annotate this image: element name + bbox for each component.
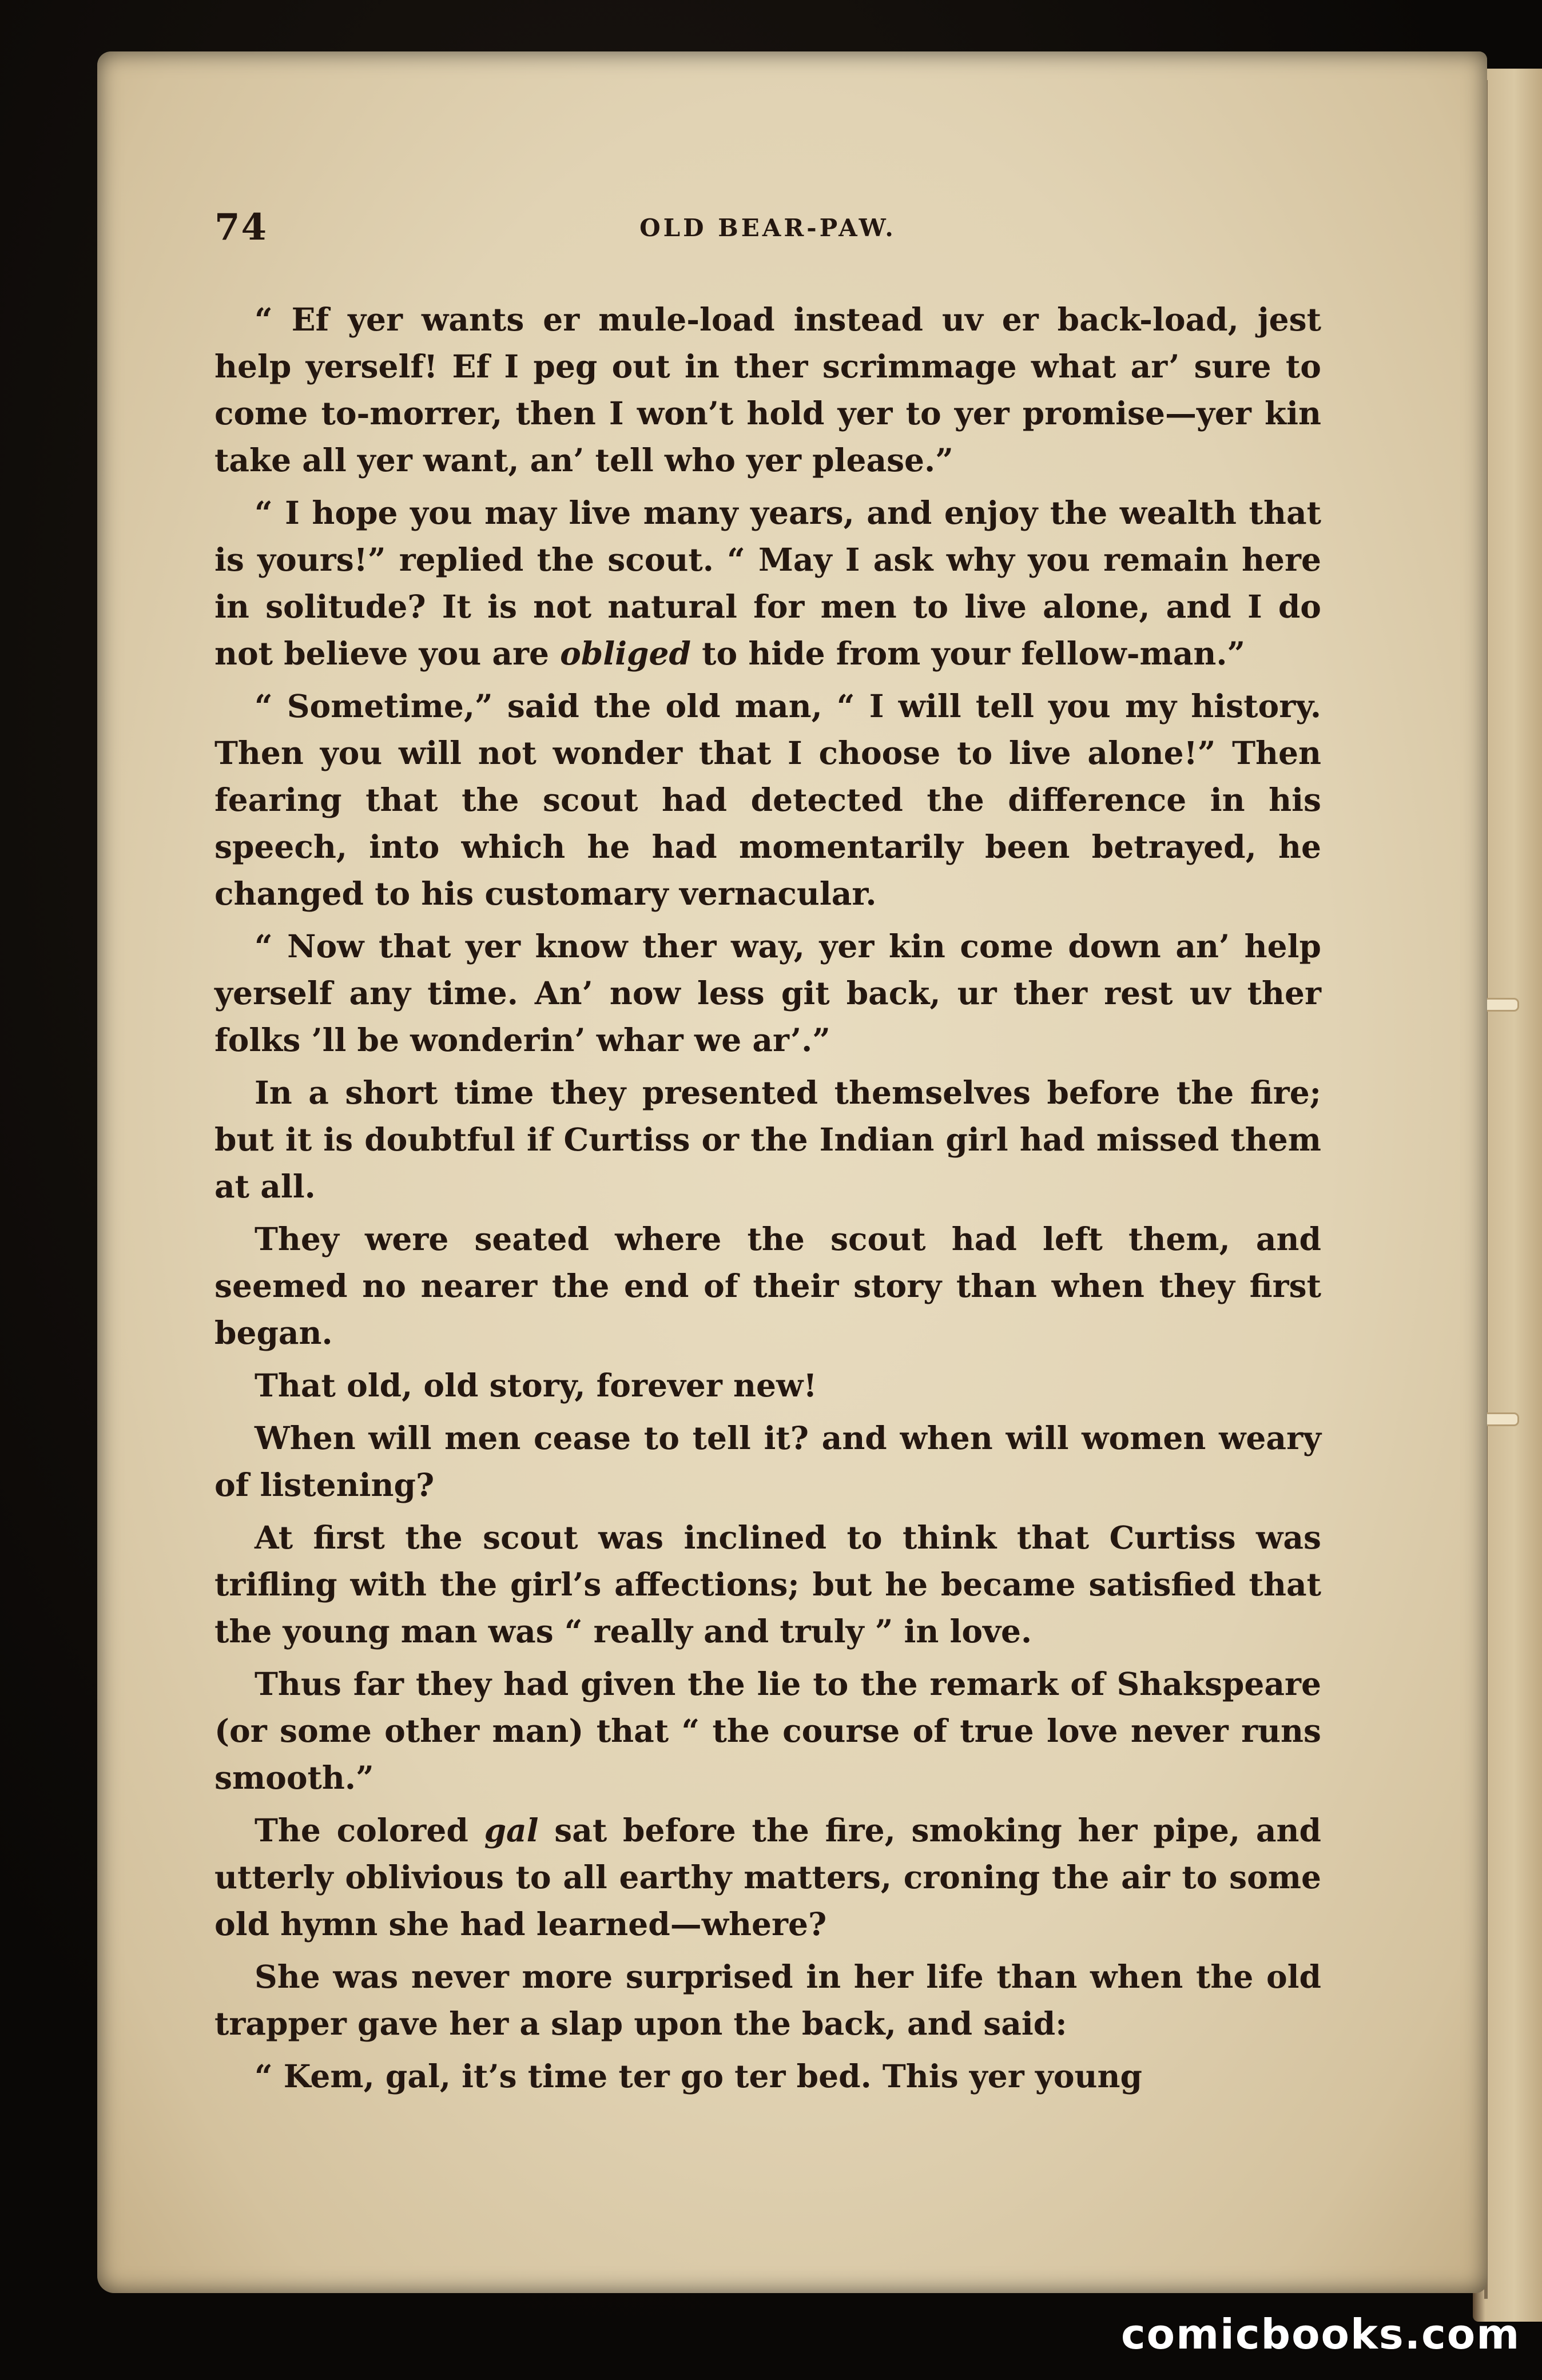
body-text [214, 296, 1321, 2100]
watermark: comicbooks.com [1121, 2310, 1521, 2358]
paragraph: At first the scout was inclined to think that Curtiss was trifling with the girl’s affections; but he became satisfied that the young man was “ really and truly ” in love. [214, 1519, 1321, 1650]
emphasized-word: obliged [560, 635, 691, 672]
paragraph: “ Now that yer know ther way, yer kin come down an’ help yerself any time. An’ now less git back, ur ther rest uv ther folks ’ll be wonderin’ whar we ar’.” [214, 928, 1321, 1058]
paragraph-text: to hide from your fellow-man.” [690, 635, 1246, 672]
page-content [214, 206, 1321, 2100]
paragraph: In a short time they presented themselves before the fire; but it is doubtful if Curtiss or the Indian girl had missed them at all. [214, 1074, 1321, 1205]
paragraph: That old, old story, forever new! [255, 1367, 817, 1404]
paragraph-text: The colored [255, 1812, 484, 1849]
paragraph [214, 489, 1321, 677]
paragraph: “ Sometime,” said the old man, “ I will tell you my history. Then you will not wonder that I choose to live alone!” Then fearing that the scout had detected the difference in his speech, into which he had momentarily been betrayed, he changed to his customary vernacular. [214, 687, 1321, 912]
paragraph-text: sat before the fire, smoking her pipe, and utterly oblivious to all earthy matters, croning the air to some old hymn she had learned—where? [214, 1812, 1321, 1943]
book-page [97, 51, 1487, 2293]
emphasized-word: gal [484, 1812, 539, 1849]
paragraph: They were seated where the scout had left them, and seemed no nearer the end of their story than when they first began. [214, 1220, 1321, 1351]
page-number: 74 [214, 206, 268, 249]
paragraph: “ Ef yer wants er mule-load instead uv er back-load, jest help yerself! Ef I peg out in ther scrimmage what ar’ sure to come to-morrer, then I won’t hold yer to yer promise—yer kin take all yer want, an’ tell who yer please.” [214, 301, 1321, 479]
paragraph [214, 1807, 1321, 1948]
paragraph: When will men cease to tell it? and when will women weary of listening? [214, 1419, 1321, 1503]
paragraph: “ Kem, gal, it’s time ter go ter bed. This yer young [255, 2057, 1142, 2095]
paragraph-text: “ I hope you may live many years, and enjoy the wealth that is yours!” replied the scout. “ May I ask why you remain here in solitude? It is not natural for men to live alone, and I do not believe you are [214, 494, 1321, 672]
page-header [214, 206, 1321, 263]
paragraph: She was never more surprised in her life than when the old trapper gave her a slap upon the back, and said: [214, 1958, 1321, 2042]
paragraph: Thus far they had given the lie to the remark of Shakspeare (or some other man) that “ the course of true love never runs smooth.” [214, 1665, 1321, 1796]
running-title: OLD BEAR-PAW. [639, 214, 896, 242]
